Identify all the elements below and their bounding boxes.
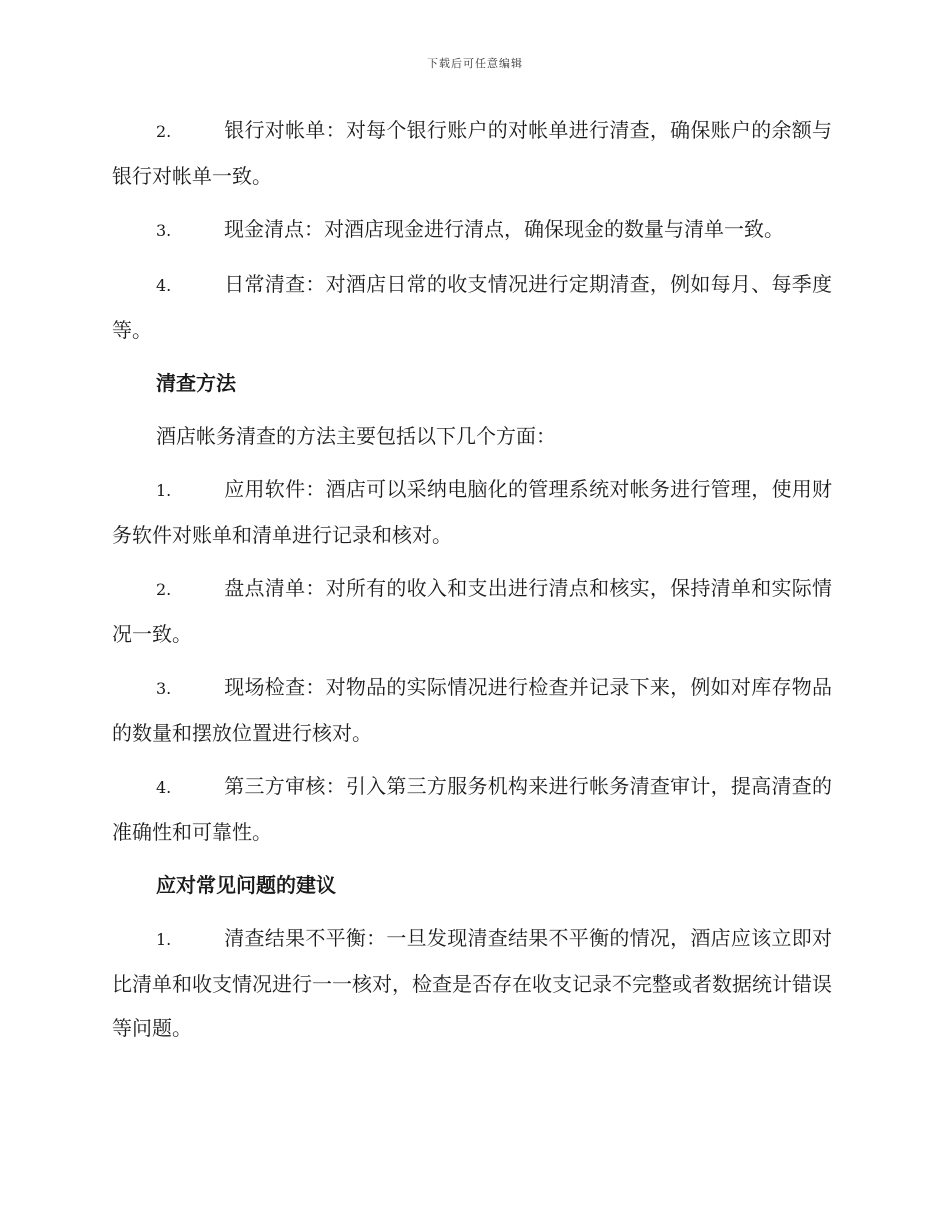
list-item-text: 应用软件：酒店可以采纳电脑化的管理系统对帐务进行管理，使用财务软件对账单和清单进行记录和核对。 xyxy=(112,477,832,547)
list-item-text: 日常清查：对酒店日常的收支情况进行定期清查，例如每月、每季度等。 xyxy=(112,272,832,342)
document-body xyxy=(112,108,832,1059)
list-item-number: 3. xyxy=(156,221,172,240)
list-item-number: 4. xyxy=(156,778,172,797)
list-item-number: 4. xyxy=(156,276,172,295)
list-item-text: 清查结果不平衡：一旦发现清查结果不平衡的情况，酒店应该立即对比清单和收支情况进行一一核对，检查是否存在收支记录不完整或者数据统计错误等问题。 xyxy=(112,926,832,1040)
list-item xyxy=(112,207,832,253)
section-heading-suggestions: 应对常见问题的建议 xyxy=(156,873,336,897)
list-item xyxy=(112,467,832,557)
list-item xyxy=(112,262,832,352)
list-item-text: 现金清点：对酒店现金进行清点，确保现金的数量与清单一致。 xyxy=(224,217,784,241)
list-item-text: 第三方审核：引入第三方服务机构来进行帐务清查审计，提高清查的准确性和可靠性。 xyxy=(112,774,832,844)
list-item xyxy=(112,916,832,1050)
list-item-text: 现场检查：对物品的实际情况进行检查并记录下来，例如对库存物品的数量和摆放位置进行核对。 xyxy=(112,675,832,745)
list-item xyxy=(112,566,832,656)
page-header-note: 下载后可任意编辑 xyxy=(427,57,523,70)
list-item-text: 银行对帐单：对每个银行账户的对帐单进行清查，确保账户的余额与银行对帐单一致。 xyxy=(112,118,832,188)
list-item xyxy=(112,665,832,755)
section-intro: 酒店帐务清查的方法主要包括以下几个方面： xyxy=(156,424,556,448)
list-item-number: 1. xyxy=(156,930,172,949)
list-item xyxy=(112,764,832,854)
list-item-number: 3. xyxy=(156,679,172,698)
list-item-number: 1. xyxy=(156,481,172,500)
list-item xyxy=(112,108,832,198)
list-item-number: 2. xyxy=(156,580,172,599)
list-item-text: 盘点清单：对所有的收入和支出进行清点和核实，保持清单和实际情况一致。 xyxy=(112,576,832,646)
section-heading-methods: 清查方法 xyxy=(156,371,236,395)
list-item-number: 2. xyxy=(156,122,172,141)
